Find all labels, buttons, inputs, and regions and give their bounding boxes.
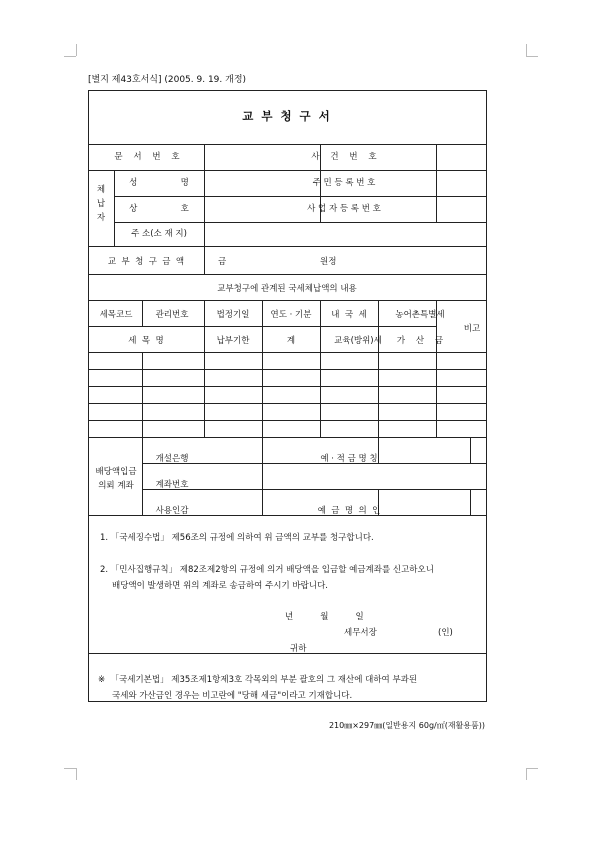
date-line: 년 월 일 — [285, 612, 364, 622]
doc-number-label: 문 서 번 호 — [114, 152, 180, 162]
crop-mark — [76, 768, 77, 780]
section-heading: 교부청구에 관계된 국세체납액의 내용 — [217, 284, 357, 294]
note-line-2: 국세와 가산금인 경우는 비고란에 "당해 세금"이라고 기재합니다. — [112, 691, 353, 701]
holder-value[interactable] — [471, 490, 487, 516]
table-row[interactable] — [89, 370, 487, 387]
table-row[interactable] — [89, 421, 487, 438]
trade-name-value[interactable] — [205, 197, 321, 223]
table-row[interactable] — [89, 353, 487, 370]
seal-mark: (인) — [438, 628, 453, 638]
col-header: 납부기한 — [216, 336, 250, 346]
form-label: [별지 제43호서식] (2005. 9. 19. 개정) — [88, 75, 247, 85]
crop-mark — [64, 56, 76, 57]
crop-mark — [526, 56, 538, 57]
crop-mark — [526, 768, 527, 780]
holder-label: 예 금 명 의 인 — [317, 506, 381, 516]
claim-amount-value[interactable] — [205, 247, 487, 275]
table-row[interactable] — [89, 387, 487, 404]
amount-suffix: 원정 — [320, 257, 337, 267]
office-line: 세무서장 — [344, 628, 377, 638]
address-label: 주 소(소 재 지) — [131, 229, 187, 239]
trade-name-label: 상 호 — [129, 204, 189, 214]
claim-amount-label: 교 부 청 구 금 액 — [107, 257, 185, 267]
paper-spec: 210㎜×297㎜(일반용지 60g/㎡(재활용품)) — [328, 721, 485, 730]
table-row[interactable] — [89, 404, 487, 421]
delinquent-label: 체 납 자 — [96, 185, 106, 223]
statement-line-1: 1. 「국세징수법」 제56조의 규정에 의하여 위 금액의 교부를 청구합니다. — [100, 533, 374, 543]
col-header: 법정기일 — [216, 310, 250, 320]
recipient-line: 귀하 — [290, 644, 307, 654]
col-header: 내 국 세 — [331, 310, 367, 320]
crop-mark — [526, 768, 538, 769]
seal-label: 사용인감 — [155, 506, 189, 516]
statement-line-2b: 배당액이 발생하면 위의 계좌로 송금하여 주시기 바랍니다. — [112, 581, 328, 591]
account-no-value[interactable] — [263, 464, 487, 490]
col-header: 관리번호 — [155, 310, 189, 320]
col-header: 세 목 명 — [128, 336, 164, 346]
address-value[interactable] — [205, 223, 487, 247]
account-type-label: 예 · 적 금 명 칭 — [320, 454, 378, 464]
col-header: 계 — [286, 336, 296, 346]
crop-mark — [64, 768, 76, 769]
crop-mark — [526, 44, 527, 56]
resident-no-value[interactable] — [437, 171, 487, 197]
name-value[interactable] — [205, 171, 321, 197]
amount-prefix: 금 — [218, 257, 227, 267]
col-header: 연도 · 기분 — [270, 310, 312, 320]
resident-no-label: 주 민 등 록 번 호 — [312, 178, 376, 188]
name-label: 성 명 — [129, 178, 189, 188]
col-header: 세목코드 — [99, 310, 133, 320]
doc-number-value[interactable] — [205, 145, 321, 171]
note-line-1: ※ 「국세기본법」 제35조제1항제3호 각목외의 부분 괄호의 그 재산에 대하여 부과된 — [98, 675, 418, 685]
col-header: 교육(방위)세 — [334, 336, 382, 346]
account-type-value[interactable] — [471, 438, 487, 464]
statement-line-2a: 2. 「민사집행규칙」 제82조제2항의 규정에 의거 배당액을 입금할 예금계좌를 신고하오니 — [100, 565, 434, 575]
bank-group-label: 배당액입금 의뢰 계좌 — [95, 467, 137, 491]
case-number-label: 사 건 번 호 — [311, 152, 377, 162]
col-header: 가 산 금 — [396, 336, 444, 346]
form-title: 교 부 청 구 서 — [242, 109, 330, 123]
biz-reg-label: 사 업 자 등 록 번 호 — [307, 204, 381, 214]
biz-reg-value[interactable] — [437, 197, 487, 223]
crop-mark — [76, 44, 77, 56]
remarks-header: 비고 — [463, 324, 481, 334]
case-number-value[interactable] — [437, 145, 487, 171]
col-header: 농어촌특별세 — [395, 310, 445, 320]
account-no-label: 계좌번호 — [155, 480, 189, 490]
bank-label: 개설은행 — [155, 454, 189, 464]
